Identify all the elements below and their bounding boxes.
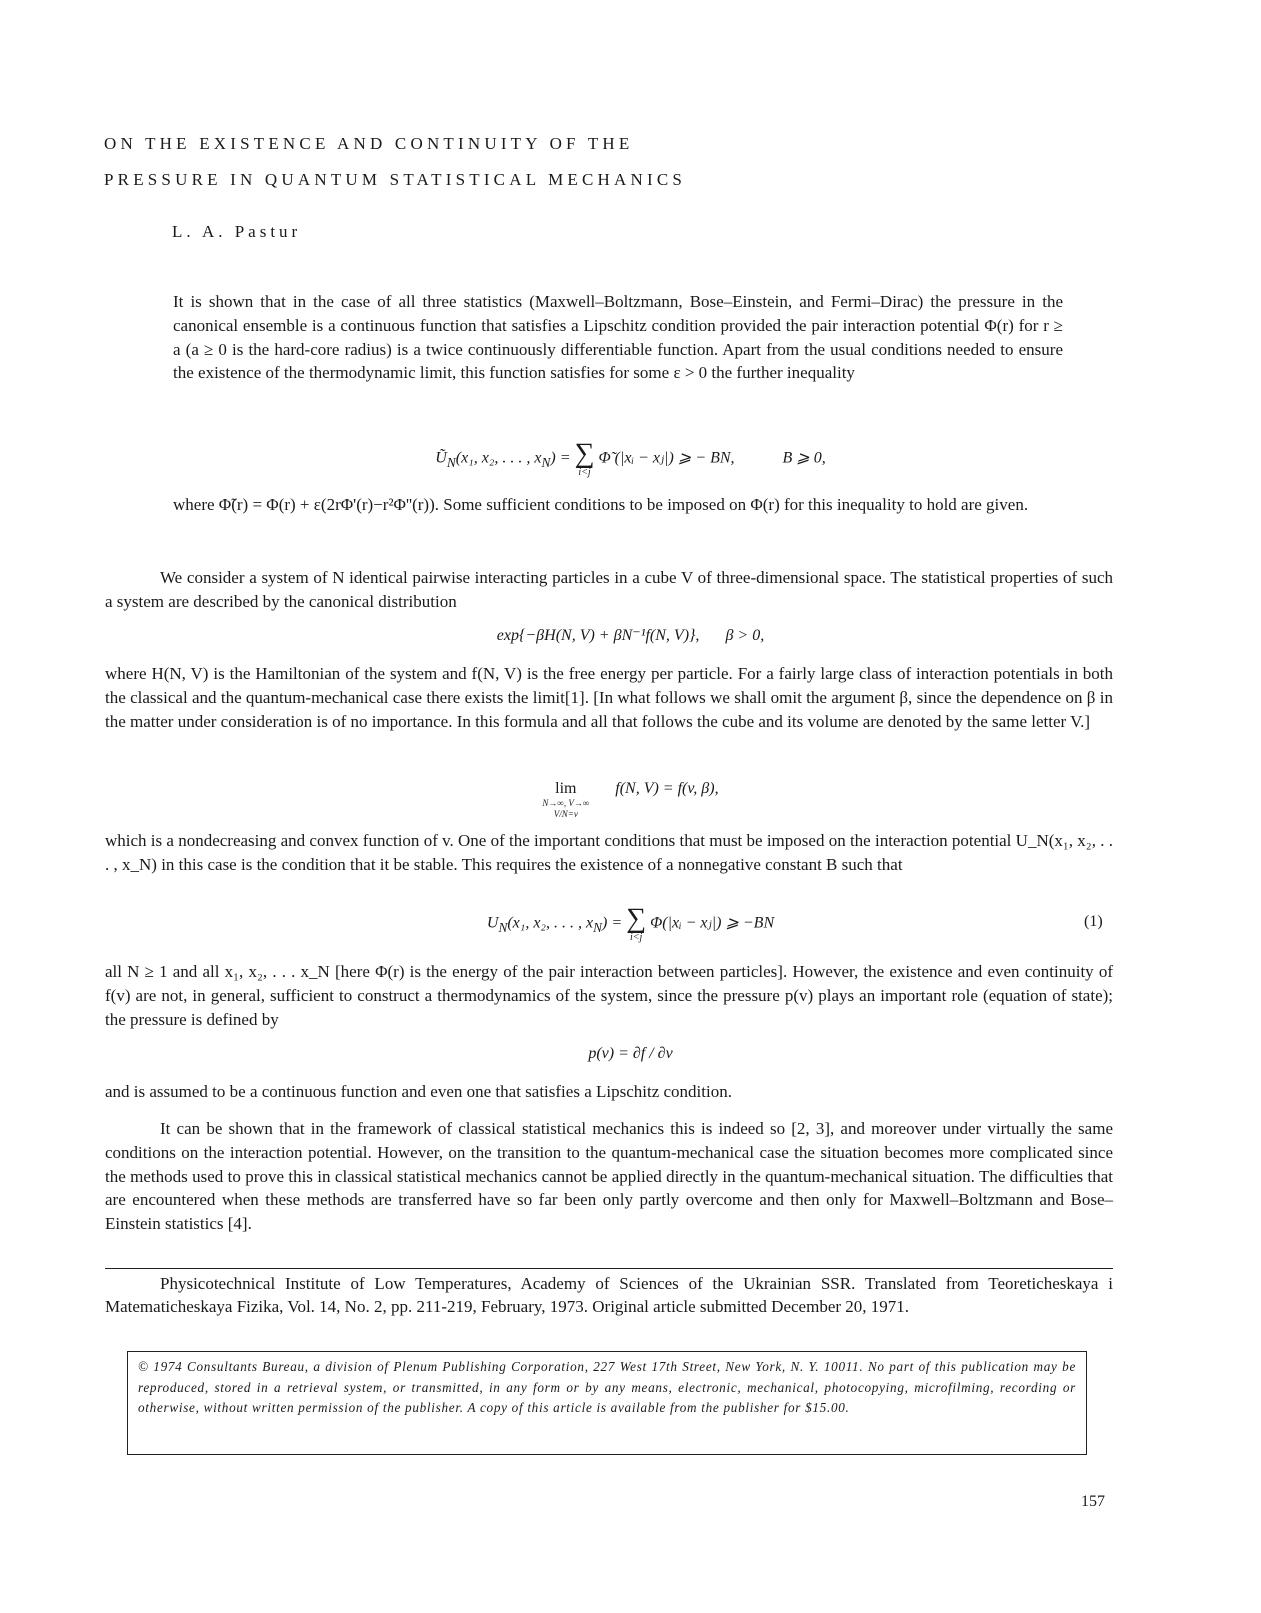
abstract-text: It is shown that in the case of all three statistics (Maxwell–Boltzmann, Bose–Einstein, and Fermi–Dirac) the pressure in the canonical ensemble is a continuous function that satisfies a Lipschitz condition provided the pair interaction potential Φ(r) for r ≥ a (a ≥ 0 is the hard-core radius) is a twice continuously differentiable function. Apart from the usual conditions needed to ensure the existence of the thermodynamic limit, this function satisfies for some ε > 0 the further inequality: [173, 292, 1063, 383]
footnote-text: Physicotechnical Institute of Low Temperatures, Academy of Sciences of the Ukrainian SSR. Translated from Teoreticheskaya i Matematicheskaya Fizika, Vol. 14, No. 2, pp. 211-219, February, 1973. Original article submitted December 20, 1971.: [105, 1274, 1113, 1316]
body-paragraph-4: [105, 960, 1113, 1031]
equation-number: (1): [1084, 913, 1103, 930]
eq-lhs-args-sub: N: [541, 454, 551, 470]
lim-operator: lim N→∞, V→∞ V/N=v: [542, 780, 590, 819]
author: L. A. Pastur: [172, 222, 302, 241]
eq1-lhs: U: [486, 914, 499, 932]
abstract-paragraph-2: [173, 493, 1063, 517]
eq-lhs: Ũ: [435, 449, 447, 467]
stability-equation: [0, 905, 1261, 943]
paragraph-1: We consider a system of N identical pairwise interacting particles in a cube V of three-dimensional space. The statistical properties of such a system are described by the canonical distribution: [105, 568, 1113, 611]
sum-symbol: ∑ i<j: [574, 438, 595, 478]
body-paragraph-5: [105, 1080, 1113, 1104]
abstract-inequality: [0, 440, 1261, 478]
paragraph-3: which is a nondecreasing and convex function of v. One of the important conditions that must be imposed on the interaction potential U_N(x₁, x₂, . . . , x_N) in this case is the condition that it be stable. This requires the existence of a nonnegative constant B such that: [105, 831, 1113, 874]
eq-condition: B ⩾ 0,: [782, 449, 826, 467]
eq-lhs-sub: N: [446, 454, 456, 470]
copyright-box: © 1974 Consultants Bureau, a division of Plenum Publishing Corporation, 227 West 17th Street, New York, N. Y. 10011. No part of this publication may be reproduced, stored in a retrieval system, or transmitted, in any form or by any means, electronic, mechanical, photocopying, microfilming, recording or otherwise, without written permission of the publisher. A copy of this article is available from the publisher for $15.00.: [127, 1351, 1087, 1455]
distribution-equation: [0, 625, 1261, 645]
eq-lhs-args: (x₁, x₂, . . . , x: [455, 449, 542, 467]
title-line-1: ON THE EXISTENCE AND CONTINUITY OF THE: [104, 134, 634, 153]
lim-rhs: f(N, V) = f(v, β),: [615, 780, 719, 797]
abstract-text-2: where Φ̃(r) = Φ(r) + ε(2rΦ'(r)−r²Φ''(r)). Some sufficient conditions to be imposed on Φ(r) for this inequality to hold are given.: [173, 495, 1029, 514]
eq-dist: exp{−βH(N, V) + βN⁻¹f(N, V)},: [496, 627, 700, 644]
eq1-close: ) =: [601, 914, 623, 932]
body-paragraph-3: [105, 829, 1113, 877]
footnote-rule: [105, 1268, 1113, 1269]
sum-symbol-2: ∑ i<j: [626, 903, 647, 943]
body-paragraph-6: [105, 1117, 1113, 1236]
body-paragraph-2: [105, 662, 1113, 733]
eq1-args-sub: N: [593, 919, 602, 935]
footnote: [105, 1272, 1113, 1318]
abstract-paragraph: [173, 290, 1063, 385]
paragraph-6: It can be shown that in the framework of classical statistical mechanics this is indeed so [2, 3], and moreover under virtually the same conditions on the interaction potential. However, on the transition to the quantum-mechanical case the situation becomes more complicated since the methods used to prove this in classical statistical mechanics cannot be applied directly in the quantum-mechanical situation. The difficulties that are encountered when these methods are transferred have so far been only partly overcome and then only for Maxwell–Boltzmann and Bose–Einstein statistics [4].: [105, 1119, 1113, 1234]
eq1-args: (x₁, x₂, . . . , x: [507, 914, 594, 932]
body-paragraph-1: [105, 566, 1113, 614]
eq1-rhs: Φ(|xᵢ − xⱼ|) ⩾ −BN: [650, 914, 775, 932]
eq-dist-cond: β > 0,: [725, 627, 765, 644]
title-line-2: PRESSURE IN QUANTUM STATISTICAL MECHANICS: [104, 170, 687, 189]
eq-rhs: Φ̃ (|xᵢ − xⱼ|) ⩾ − BN,: [598, 449, 735, 467]
paragraph-5: and is assumed to be a continuous function and even one that satisfies a Lipschitz condition.: [105, 1082, 732, 1101]
limit-equation: [0, 780, 1261, 820]
paragraph-4: all N ≥ 1 and all x₁, x₂, . . . x_N [here Φ(r) is the energy of the pair interaction between particles]. However, the existence and even continuity of f(v) are not, in general, sufficient to construct a thermodynamics of the system, since the pressure p(v) plays an important role (equation of state); the pressure is defined by: [105, 962, 1113, 1029]
page-number: 157: [1081, 1493, 1105, 1510]
eq1-lhs-sub: N: [498, 919, 508, 935]
pressure-equation: p(v) = ∂f / ∂v: [588, 1045, 673, 1062]
paragraph-2: where H(N, V) is the Hamiltonian of the system and f(N, V) is the free energy per particle. For a fairly large class of interaction potentials in both the classical and the quantum-mechanical case there exists the limit[1]. [In what follows we shall omit the argument β, since the dependence on β in the matter under consideration is of no importance. In this formula and all that follows the cube and its volume are denoted by the same letter V.]: [105, 664, 1113, 731]
eq-lhs-close: ) =: [550, 449, 571, 467]
